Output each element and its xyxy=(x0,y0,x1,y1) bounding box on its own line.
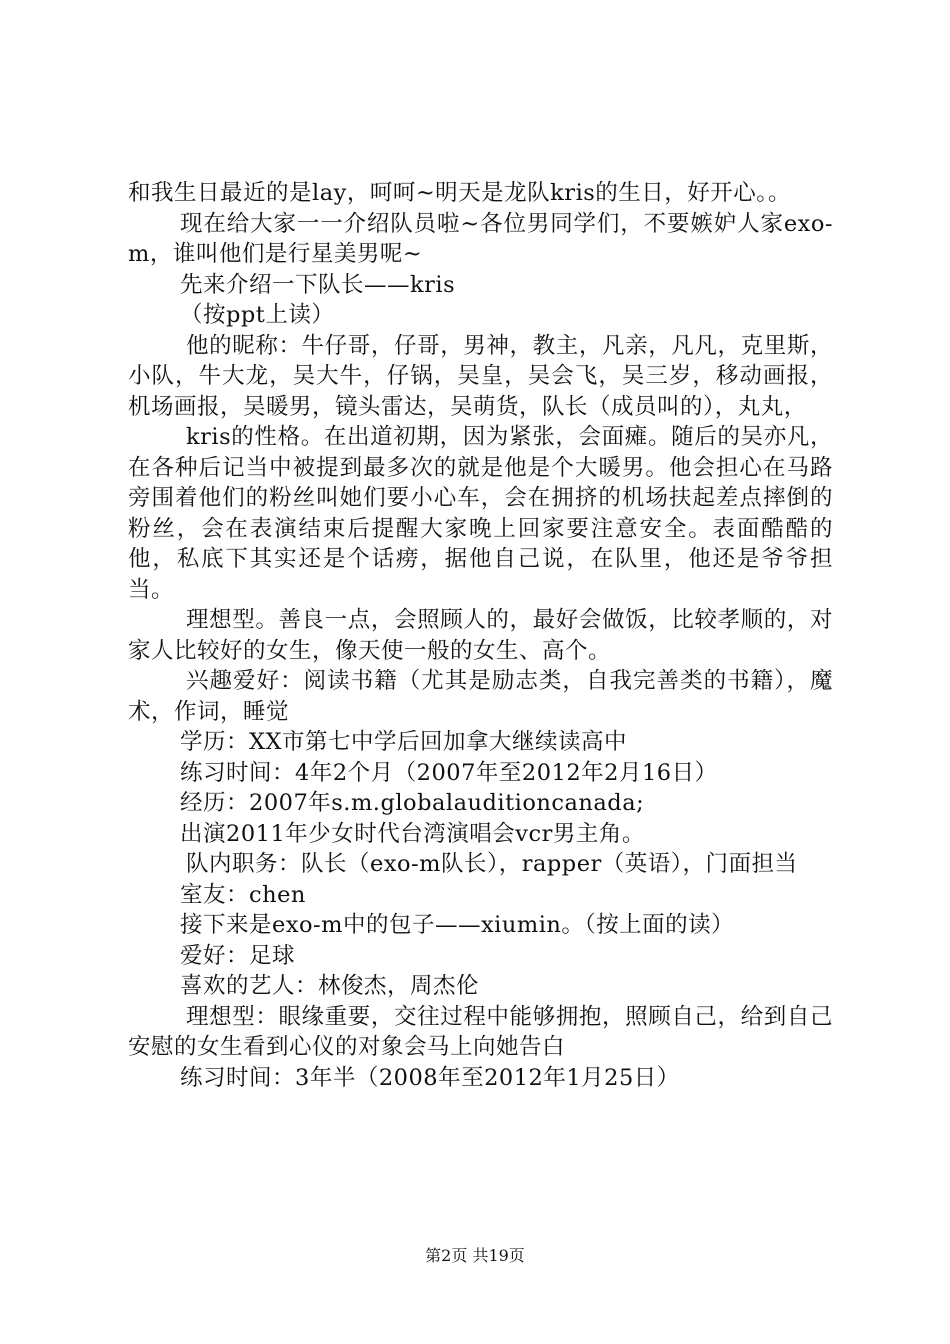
paragraph: 理想型：眼缘重要，交往过程中能够拥抱，照顾自己，给到自己安慰的女生看到心仪的对象会马上向她告白 xyxy=(128,1003,833,1060)
paragraph: 队内职务：队长（exo-m队长），rapper（英语），门面担当 xyxy=(186,851,798,877)
paragraph: （按ppt上读） xyxy=(180,302,335,328)
document-body xyxy=(128,178,833,1093)
paragraph: 接下来是exo-m中的包子——xiumin。（按上面的读） xyxy=(180,912,735,938)
paragraph: 兴趣爱好：阅读书籍（尤其是励志类，自我完善类的书籍），魔术，作词，睡觉 xyxy=(128,668,833,725)
paragraph: 和我生日最近的是lay，呵呵~明天是龙队kris的生日，好开心。。 xyxy=(128,180,792,206)
paragraph: 他的昵称：牛仔哥，仔哥，男神，教主，凡亲，凡凡，克里斯，小队，牛大龙，吴大牛，仔锅，吴皇，吴会飞，吴三岁，移动画报，机场画报，吴暖男，镜头雷达，吴萌货，队长（成员叫的），丸丸， xyxy=(128,332,833,420)
paragraph: 练习时间：3年半（2008年至2012年1月25日） xyxy=(180,1064,680,1091)
page-footer xyxy=(0,1246,950,1266)
paragraph: 经历：2007年s.m.globalauditioncanada; xyxy=(180,790,645,816)
paragraph: 先来介绍一下队长——kris xyxy=(180,271,456,298)
paragraph: 现在给大家一一介绍队员啦~各位男同学们，不要嫉妒人家exo-m，谁叫他们是行星美男呢~ xyxy=(128,210,833,267)
paragraph: 喜欢的艺人：林俊杰，周杰伦 xyxy=(180,973,480,999)
paragraph: 练习时间：4年2个月（2007年至2012年2月16日） xyxy=(180,759,718,786)
paragraph: 室友：chen xyxy=(180,881,306,908)
paragraph: 理想型。善良一点，会照顾人的，最好会做饭，比较孝顺的，对家人比较好的女生，像天使一般的女生、高个。 xyxy=(128,607,833,664)
paragraph: kris的性格。在出道初期，因为紧张，会面瘫。随后的吴亦凡，在各种后记当中被提到最多次的就是他是个大暖男。他会担心在马路旁围着他们的粉丝叫她们要小心车，会在拥挤的机场扶起差点摔倒的粉丝，会在表演结束后提醒大家晚上回家要注意安全。表面酷酷的他，私底下其实还是个话痨，据他自己说，在队里，他还是爷爷担当。 xyxy=(128,424,833,603)
paragraph: 出演2011年少女时代台湾演唱会vcr男主角。 xyxy=(180,820,645,847)
paragraph: 爱好：足球 xyxy=(180,942,296,969)
page-number: 第2页 共19页 xyxy=(425,1246,525,1265)
paragraph: 学历：XX市第七中学后回加拿大继续读高中 xyxy=(180,729,628,755)
